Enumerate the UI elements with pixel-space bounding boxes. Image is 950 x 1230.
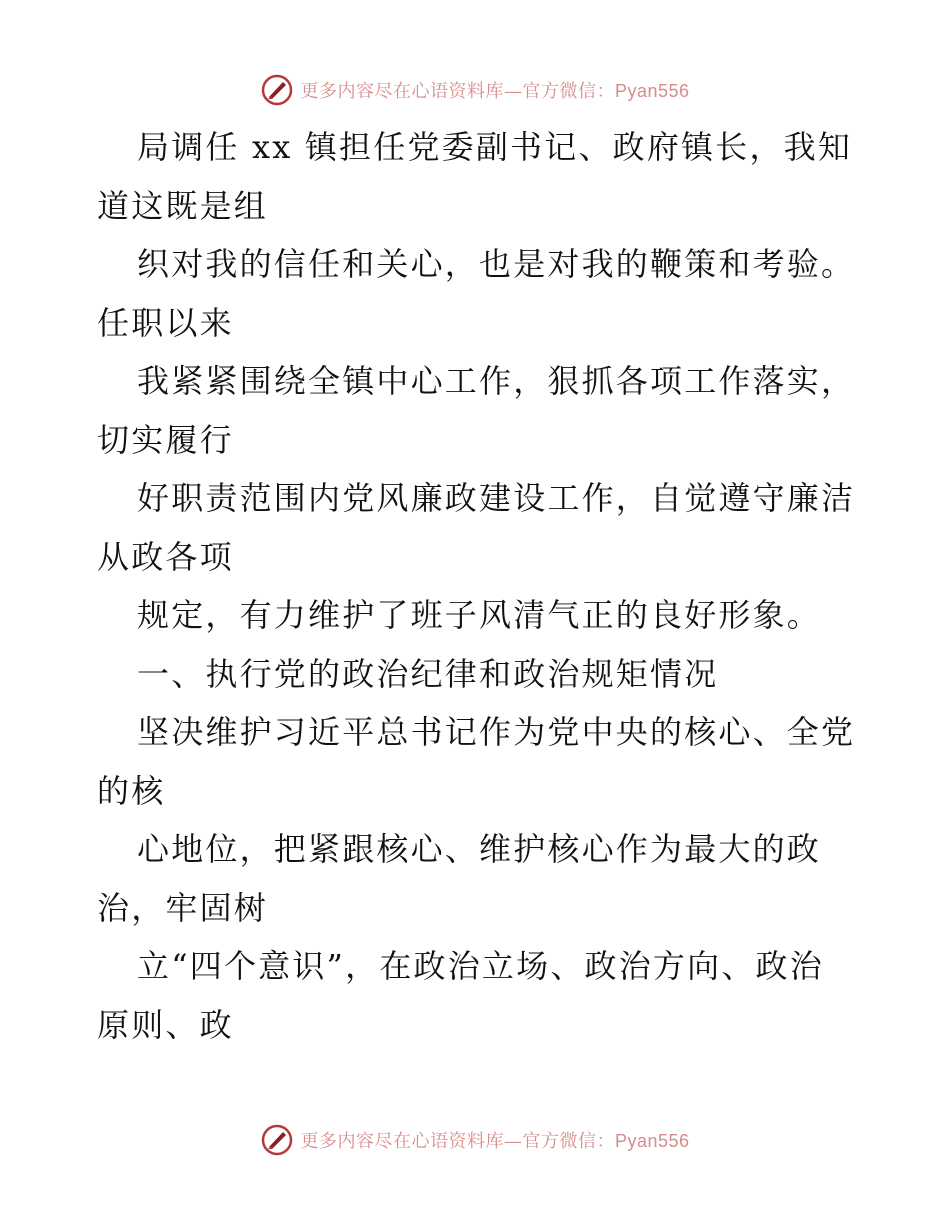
text-line: 从政各项: [97, 537, 234, 576]
text-line: 局调任 xx 镇担任党委副书记、政府镇长，我知: [137, 128, 853, 166]
text-line: 的核: [97, 771, 166, 810]
text-line: 切实履行: [97, 420, 234, 459]
watermark-text: 更多内容尽在心语资料库—官方微信：Pyan556: [300, 81, 690, 102]
header-watermark: [0, 72, 950, 108]
text-line: 治，牢固树: [97, 888, 269, 927]
quill-logo-icon: [260, 73, 294, 107]
text-line: 我紧紧围绕全镇中心工作，狠抓各项工作落实，: [137, 362, 856, 400]
text-line: 规定，有力维护了班子风清气正的良好形象。: [137, 596, 822, 634]
text-line: 织对我的信任和关心，也是对我的鞭策和考验。: [137, 245, 856, 283]
text-line: 好职责范围内党风廉政建设工作，自觉遵守廉洁: [137, 479, 856, 517]
text-line: 立“四个意识”，在政治立场、政治方向、政治: [137, 947, 824, 985]
document-body: [97, 118, 857, 1054]
watermark-text: 更多内容尽在心语资料库—官方微信：Pyan556: [300, 1131, 690, 1152]
footer-watermark: [0, 1122, 950, 1158]
text-line: 原则、政: [97, 1005, 234, 1044]
text-line: 心地位，把紧跟核心、维护核心作为最大的政: [137, 830, 822, 868]
text-line: 坚决维护习近平总书记作为党中央的核心、全党: [137, 713, 856, 751]
quill-logo-icon: [260, 1123, 294, 1157]
section-heading: 一、执行党的政治纪律和政治规矩情况: [137, 654, 719, 693]
text-line: 任职以来: [97, 303, 234, 342]
text-line: 道这既是组: [97, 186, 269, 225]
